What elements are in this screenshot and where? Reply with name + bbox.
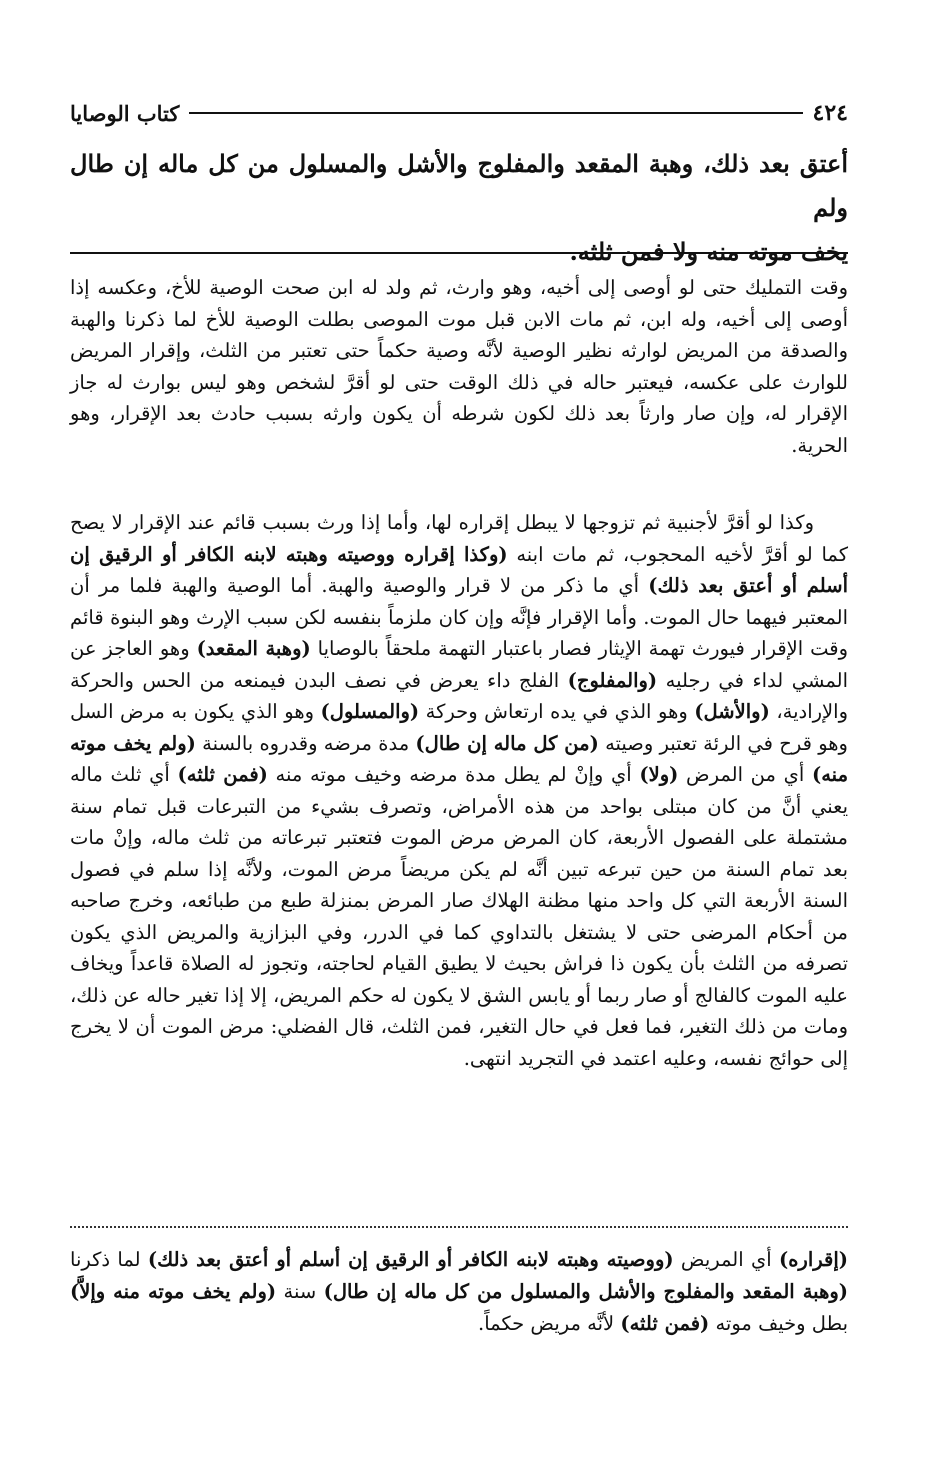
gloss-text: بطل وخيف موته <box>709 1312 848 1335</box>
gloss-text: لأنَّه مريض حكماً. <box>478 1312 621 1335</box>
commentary-text: مدة مرضه وقدروه بالسنة <box>195 731 416 755</box>
gloss-text: لما ذكرنا <box>70 1248 148 1271</box>
commentary-text: أي ما ذكر من لا قرار والوصية والهبة. أما الوصية والهبة فلما مر أن المعتبر فيهما حال الموت. وأما الإقرار فإنَّه وإن كان ملزماً بنفسه لكن سبب الإرث وهو البنوة قائم وقت الإقرار فيورث تهمة الإيثار فصار باعتبار التهمة ملحقاً بالوصايا <box>70 574 849 660</box>
main-text-line-1: أعتق بعد ذلك، وهبة المقعد والمفلوج والأشل والمسلول من كل ماله إن طال ولم <box>70 149 848 222</box>
quoted-matn: (ولم يخف موته منه وإلاَّ) <box>70 1280 277 1303</box>
commentary-paragraph-2 <box>70 507 848 1200</box>
book-title: كتاب الوصايا <box>70 100 180 126</box>
quoted-matn: (ووصيته وهبته لابنه الكافر أو الرقيق إن أسلم أو أعتق بعد ذلك) <box>147 1248 674 1271</box>
book-page <box>70 96 848 1360</box>
commentary-text: الفلج داء يعرض في نصف البدن فيمنعه من الحس والحركة والإرادية، <box>70 668 848 723</box>
quoted-matn: (وهبة المقعد) <box>196 637 311 660</box>
quoted-matn: (فمن ثلثه) <box>620 1312 710 1335</box>
commentary-paragraph-1: وقت التمليك حتى لو أوصى إلى أخيه، وهو وارث، ثم ولد له ابن صحت الوصية للأخ، وعكسه إذا أوصى إلى أخيه، وله ابن، ثم مات الابن قبل موت الموصى بطلت الوصية للأخ لما ذكرنا والهبة والصدقة من المريض لوارثه نظير الوصية لأنَّه وصية حكماً حتى تعتبر من الثلث، وإقرار المريض للوارث على عكسه، فيعتبر حاله في ذلك الوقت حتى لو أقرَّ لشخص وهو ليس بوارث له جاز الإقرار له، وإن صار وارثاً بعد ذلك لكون شرطه أن يكون وارثه بسبب حادث بعد الإقرار، وهو الحرية. <box>70 276 848 457</box>
quoted-matn: (وكذا إقراره ووصيته وهبته لابنه الكافر أو الرقيق إن أسلم أو أعتق بعد ذلك) <box>70 542 848 597</box>
gloss-text: أي المريض <box>673 1248 779 1271</box>
gloss-text: سنة <box>276 1280 324 1303</box>
page-number: ٤٢٤ <box>812 100 848 126</box>
quoted-matn: (إقراره) <box>778 1248 848 1271</box>
gloss-footnote <box>70 1244 848 1340</box>
quoted-matn: (والأشل) <box>694 700 770 723</box>
quoted-matn: (ولا) <box>639 763 679 786</box>
quoted-matn: (والمفلوج) <box>567 668 658 692</box>
commentary-text: وكذا لو أقرَّ لأجنبية ثم تزوجها لا يبطل إقراره لها، وأما إذا ورث بسبب قائم عند الإقرار لا يصح كما لو أقرَّ لأخيه المحجوب، ثم مات ابنه <box>70 511 848 566</box>
page-header <box>70 96 848 130</box>
quoted-matn: (والمسلول) <box>320 700 420 723</box>
quoted-matn: (فمن ثلثه) <box>177 763 268 786</box>
commentary-text: أي من المرض <box>678 763 812 786</box>
commentary-text: وهو الذي يكون به مرض السل وهو قرح في الرئة تعتبر وصيته <box>70 700 848 755</box>
dotted-separator <box>70 1226 848 1228</box>
commentary <box>70 272 848 1200</box>
commentary-text: وهو العاجز عن المشي لداء في رجليه <box>70 637 848 692</box>
quoted-matn: (ولم يخف موته منه) <box>70 731 849 786</box>
header-rule <box>189 112 802 114</box>
commentary-text: أي ثلث ماله يعني أنَّ من كان مبتلى بواحد من هذه الأمراض، وتصرف بشيء من التبرعات قبل تمام سنة مشتملة على الفصول الأربعة، كان المرض مرض الموت فتعتبر تبرعاته من ثلث ماله، وإنْ مات بعد تمام السنة من حين تبرعه تبين أنَّه لم يكن مريضاً مرض الموت، ولأنَّه إذا سلم في فصول السنة الأربعة التي كل واحد منها مظنة الهلاك صار المرض بمنزلة طبع من طبائعه، وخرج صاحبه من أحكام المرضى حتى لا يشتغل بالتداوي كما في الدرر، وفي البزازية والمريض الذي يكون تصرفه من الثلث بأن يكون ذا فراش بحيث لا يطيق القيام لحاجته، وتجوز له الصلاة قاعداً ويخاف عليه الموت كالفالج أو صار ربما أو يابس الشق لا يكون له حكم المريض، إلا إذا تغير حاله عن ذلك، ومات من ذلك التغير، فما فعل في حال التغير، فمن الثلث، قال الفضلي: مرض الموت أن لا يخرج إلى حوائج نفسه، وعليه اعتمد في التجريد انتهى. <box>70 763 848 1070</box>
main-text <box>70 142 848 266</box>
commentary-text: أي وإنْ لم يطل مدة مرضه وخيف موته منه <box>267 763 640 786</box>
quoted-matn: (من كل ماله إن طال) <box>415 731 599 755</box>
quoted-matn: (وهبة المقعد والمفلوج والأشل والمسلول من كل ماله إن طال) <box>323 1280 848 1303</box>
commentary-text: وهو الذي في يده ارتعاش وحركة <box>419 700 695 723</box>
main-text-line-2: يخف موته منه ولا فمن ثلثه. <box>569 237 848 266</box>
